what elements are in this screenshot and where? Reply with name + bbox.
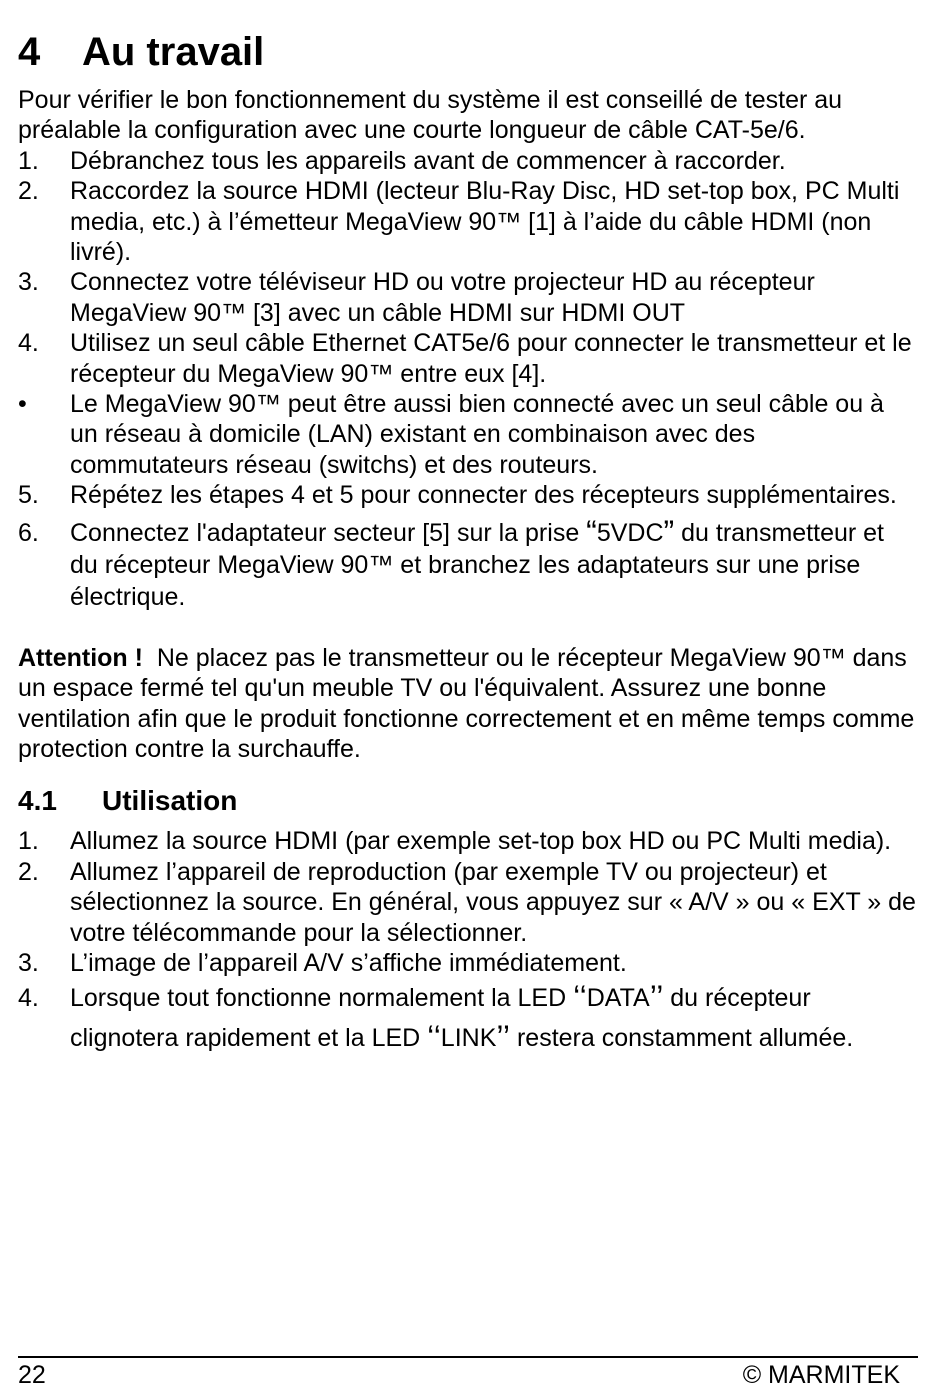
section-title: Utilisation — [102, 785, 238, 817]
usage4-part1: Lorsque tout fonctionne normalement la LED — [70, 984, 574, 1013]
list-text: Allumez la source HDMI (par exemple set-top box HD ou PC Multi media). — [70, 827, 892, 856]
step6-keyword: 5VDC — [596, 518, 664, 547]
list-marker: 3. — [18, 948, 39, 977]
list-text: Débranchez tous les appareils avant de commencer à raccorder. — [70, 146, 786, 175]
led-link-keyword: LINK — [440, 1024, 497, 1053]
section-number: 4.1 — [18, 785, 57, 817]
bullet-marker: • — [18, 390, 27, 419]
attention-paragraph — [18, 643, 922, 765]
usage-steps — [18, 826, 918, 1058]
list-text: Allumez l’appareil de reproduction (par exemple TV ou projecteur) et sélectionnez la source. En général, vous appuyez sur « A/V » ou « EXT » de votre télécommande pour la sélectionner. — [70, 857, 916, 947]
quote-close: ’’ — [649, 979, 664, 1016]
intro-paragraph: Pour vérifier le bon fonctionnement du système il est conseillé de tester au préalable la configuration avec une courte longueur de câble CAT-5e/6. — [18, 86, 843, 145]
footer-divider — [18, 1356, 918, 1358]
attention-text: Ne placez pas le transmetteur ou le récepteur MegaView 90™ dans un espace fermé tel qu'un meuble TV ou l'équivalent. Assurez une bonne ventilation afin que le produit fonctionne correctement et en même temps comme protection contre la surchauffe. — [18, 643, 922, 763]
step6-text-before: Connectez l'adaptateur secteur [5] sur la prise — [70, 518, 587, 547]
setup-steps — [18, 146, 918, 613]
list-text: Le MegaView 90™ peut être aussi bien connecté avec un seul câble ou à un réseau à domicile (LAN) existant en combinaison avec des commutateurs réseau (switchs) et des routeurs. — [70, 390, 884, 479]
list-item — [18, 826, 918, 856]
list-text — [70, 513, 918, 613]
list-marker: 1. — [18, 146, 39, 175]
step6-text-after: du transmetteur et du récepteur MegaView 90™ et branchez les adaptateurs sur une prise électrique. — [70, 518, 884, 611]
list-item — [18, 146, 918, 176]
list-marker: 2. — [18, 177, 39, 206]
section-heading — [18, 784, 918, 818]
list-item — [18, 978, 918, 1058]
chapter-heading — [18, 0, 918, 76]
quote-open: ‘‘ — [573, 979, 587, 1016]
list-marker: 2. — [18, 857, 39, 886]
chapter-title: Au travail — [82, 30, 265, 74]
quote-close: ’’ — [496, 1019, 511, 1056]
list-text: Raccordez la source HDMI (lecteur Blu-Ray Disc, HD set-top box, PC Multi media, etc.) à l’émetteur MegaView 90™ [1] à l’aide du câble HDMI (non livré). — [70, 177, 900, 267]
list-marker: 4. — [18, 984, 39, 1013]
quote-open: ‘‘ — [427, 1019, 441, 1056]
brand-name: © MARMITEK — [742, 1361, 900, 1389]
list-text: Connectez votre téléviseur HD ou votre projecteur HD au récepteur MegaView 90™ [3] avec un câble HDMI sur HDMI OUT — [70, 268, 815, 327]
list-text: L’image de l’appareil A/V s’affiche immédiatement. — [70, 948, 627, 977]
led-data-keyword: DATA — [586, 984, 650, 1013]
quote-open: “ — [586, 513, 597, 550]
list-marker: 1. — [18, 827, 39, 856]
list-text: Utilisez un seul câble Ethernet CAT5e/6 pour connecter le transmetteur et le récepteur du MegaView 90™ entre eux [4]. — [70, 329, 912, 388]
manual-page — [18, 0, 922, 1058]
usage4-part2: du récepteur clignotera rapidement et la LED — [70, 984, 811, 1053]
list-marker: 5. — [18, 481, 39, 510]
chapter-number: 4 — [18, 30, 41, 74]
list-item — [18, 948, 918, 978]
list-marker: 3. — [18, 268, 39, 297]
list-marker: 6. — [18, 518, 39, 547]
list-item — [18, 267, 918, 328]
page-number: 22 — [18, 1361, 46, 1389]
list-item — [18, 176, 918, 267]
list-item — [18, 513, 918, 613]
list-item — [18, 480, 918, 510]
list-item — [18, 328, 918, 389]
list-text: Répétez les étapes 4 et 5 pour connecter des récepteurs supplémentaires. — [70, 481, 897, 510]
usage4-part3: restera constamment allumée. — [510, 1024, 854, 1053]
list-text — [70, 978, 918, 1058]
page-footer — [18, 1361, 900, 1389]
list-item — [18, 857, 918, 948]
list-marker: 4. — [18, 329, 39, 358]
quote-close: ” — [663, 513, 675, 550]
attention-label: Attention ! — [18, 643, 143, 672]
list-item — [18, 389, 918, 480]
